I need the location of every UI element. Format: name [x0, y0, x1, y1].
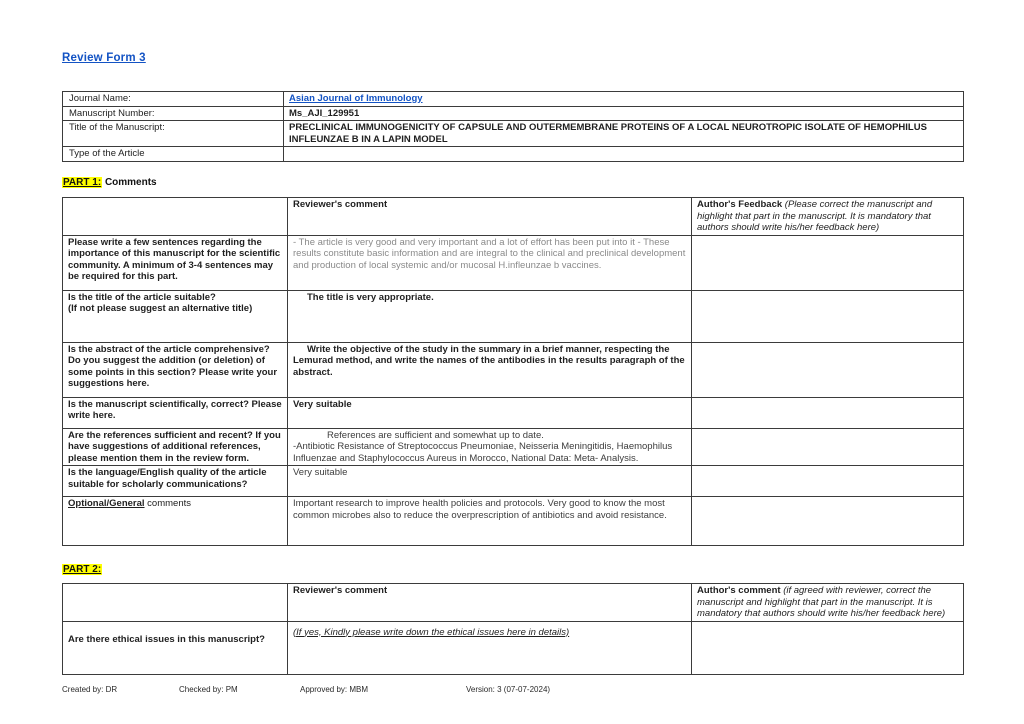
journal-name-label: Journal Name:: [63, 92, 284, 107]
manuscript-number-value: Ms_AJI_129951: [284, 106, 964, 121]
reviewer-comment-header: Reviewer's comment: [288, 584, 692, 622]
comment-line1: References are sufficient and somewhat up to date.: [327, 429, 544, 441]
table-row: [63, 342, 964, 397]
part1-heading: [62, 177, 157, 188]
footer-checked-by: Checked by: PM: [179, 685, 238, 694]
part2-header-row: [63, 584, 964, 622]
table-row: [63, 466, 964, 497]
reviewer-comment-cell: (If yes, Kindly please write down the ethical issues here in details): [288, 621, 692, 674]
table-row: [63, 397, 964, 428]
table-row: [63, 235, 964, 290]
reviewer-comment-cell: [288, 428, 692, 466]
question-cell: Is the manuscript scientifically, correct? Please write here.: [63, 397, 288, 428]
footer-created-by: Created by: DR: [62, 685, 118, 694]
article-type-label: Type of the Article: [63, 147, 284, 162]
author-feedback-cell: [692, 397, 964, 428]
reviewer-comment-header: Reviewer's comment: [288, 198, 692, 236]
reviewer-comment-cell: Very suitable: [288, 397, 692, 428]
author-comment-note: (if agreed with reviewer, correct the manuscript and highlight that part in the manuscript. It is mandatory that authors should write his/her feedback here): [697, 585, 946, 619]
author-comment-header: [692, 584, 964, 622]
part2-heading-highlight: PART 2:: [63, 564, 102, 575]
part1-comments-table: [62, 197, 964, 546]
question-line1: Is the title of the article suitable?: [68, 291, 216, 303]
reviewer-comment-cell: - The article is very good and very important and a lot of effort has been put into it - These results constitute basic information and are integral to the clinical and preclinical development and production of local systemic and/or mucosal H.infleunzae b vaccines.: [288, 235, 692, 290]
comment-line2: -Antibiotic Resistance of Streptococcus Pneumoniae, Neisseria Meningitidis, Haemophilus Influenzae and Staphylococcus Aureus in Morocco, National Data: Meta- Analysis.: [293, 441, 673, 464]
empty-header-cell: [63, 584, 288, 622]
reviewer-comment-cell: Important research to improve health policies and protocols. Very good to know the most common microbes also to reduce the overprescription of antibiotics and avoid resistance.: [288, 497, 692, 546]
optional-general-label: Optional/General: [68, 498, 145, 509]
author-comment-title: Author's comment: [697, 585, 784, 596]
reviewer-comment-cell: Very suitable: [288, 466, 692, 497]
part2-ethics-table: [62, 583, 964, 675]
author-feedback-title: Author's Feedback: [697, 199, 785, 210]
reviewer-comment-cell: Write the objective of the study in the summary in a brief manner, respecting the Lemurad method, and write the names of the antibodies in the results paragraph of the abstract.: [288, 342, 692, 397]
author-feedback-cell: [692, 466, 964, 497]
table-row: [63, 121, 964, 147]
manuscript-title-label: Title of the Manuscript:: [63, 121, 284, 147]
author-comment-cell: [692, 621, 964, 674]
table-row: [63, 92, 964, 107]
table-row: [63, 621, 964, 674]
question-cell: [63, 497, 288, 546]
footer-version: Version: 3 (07-07-2024): [466, 685, 551, 694]
table-row: [63, 290, 964, 342]
author-feedback-cell: [692, 428, 964, 466]
question-cell: Are there ethical issues in this manuscript?: [63, 621, 288, 674]
author-feedback-note: (Please correct the manuscript and highlight that part in the manuscript. It is mandatory that authors should write his/her feedback here): [697, 199, 933, 233]
empty-header-cell: [63, 198, 288, 236]
author-feedback-header: [692, 198, 964, 236]
manuscript-info-table: [62, 91, 964, 162]
question-cell: Please write a few sentences regarding the importance of this manuscript for the scientific community. A minimum of 3-4 sentences may be required for this part.: [63, 235, 288, 290]
manuscript-title-value: PRECLINICAL IMMUNOGENICITY OF CAPSULE AND OUTERMEMBRANE PROTEINS OF A LOCAL NEUROTROPIC ISOLATE OF HEMOPHILUS INFLEUNZAE B IN A LAPIN MODEL: [284, 121, 964, 147]
table-row: [63, 147, 964, 162]
part1-heading-rest: Comments: [104, 177, 157, 188]
page-title[interactable]: Review Form 3: [62, 52, 146, 64]
author-feedback-cell: [692, 342, 964, 397]
reviewer-comment-cell: The title is very appropriate.: [288, 290, 692, 342]
author-feedback-cell: [692, 235, 964, 290]
footer-approved-by: Approved by: MBM: [300, 685, 369, 694]
part2-heading: [62, 564, 102, 575]
journal-name-link[interactable]: Asian Journal of Immunology: [289, 93, 423, 104]
part1-heading-highlight: PART 1:: [63, 177, 102, 188]
table-row: [63, 428, 964, 466]
question-cell: Is the abstract of the article comprehensive? Do you suggest the addition (or deletion) of some points in this section? Please write your suggestions here.: [63, 342, 288, 397]
part1-header-row: [63, 198, 964, 236]
author-feedback-cell: [692, 290, 964, 342]
table-row: [63, 106, 964, 121]
author-feedback-cell: [692, 497, 964, 546]
question-cell: Are the references sufficient and recent? If you have suggestions of additional references, please mention them in the review form.: [63, 428, 288, 466]
article-type-value: [284, 147, 964, 162]
question-cell: Is the language/English quality of the article suitable for scholarly communications?: [63, 466, 288, 497]
question-line2: (If not please suggest an alternative title): [68, 303, 253, 314]
optional-general-rest: comments: [144, 498, 192, 509]
question-cell: [63, 290, 288, 342]
manuscript-number-label: Manuscript Number:: [63, 106, 284, 121]
table-row: [63, 497, 964, 546]
